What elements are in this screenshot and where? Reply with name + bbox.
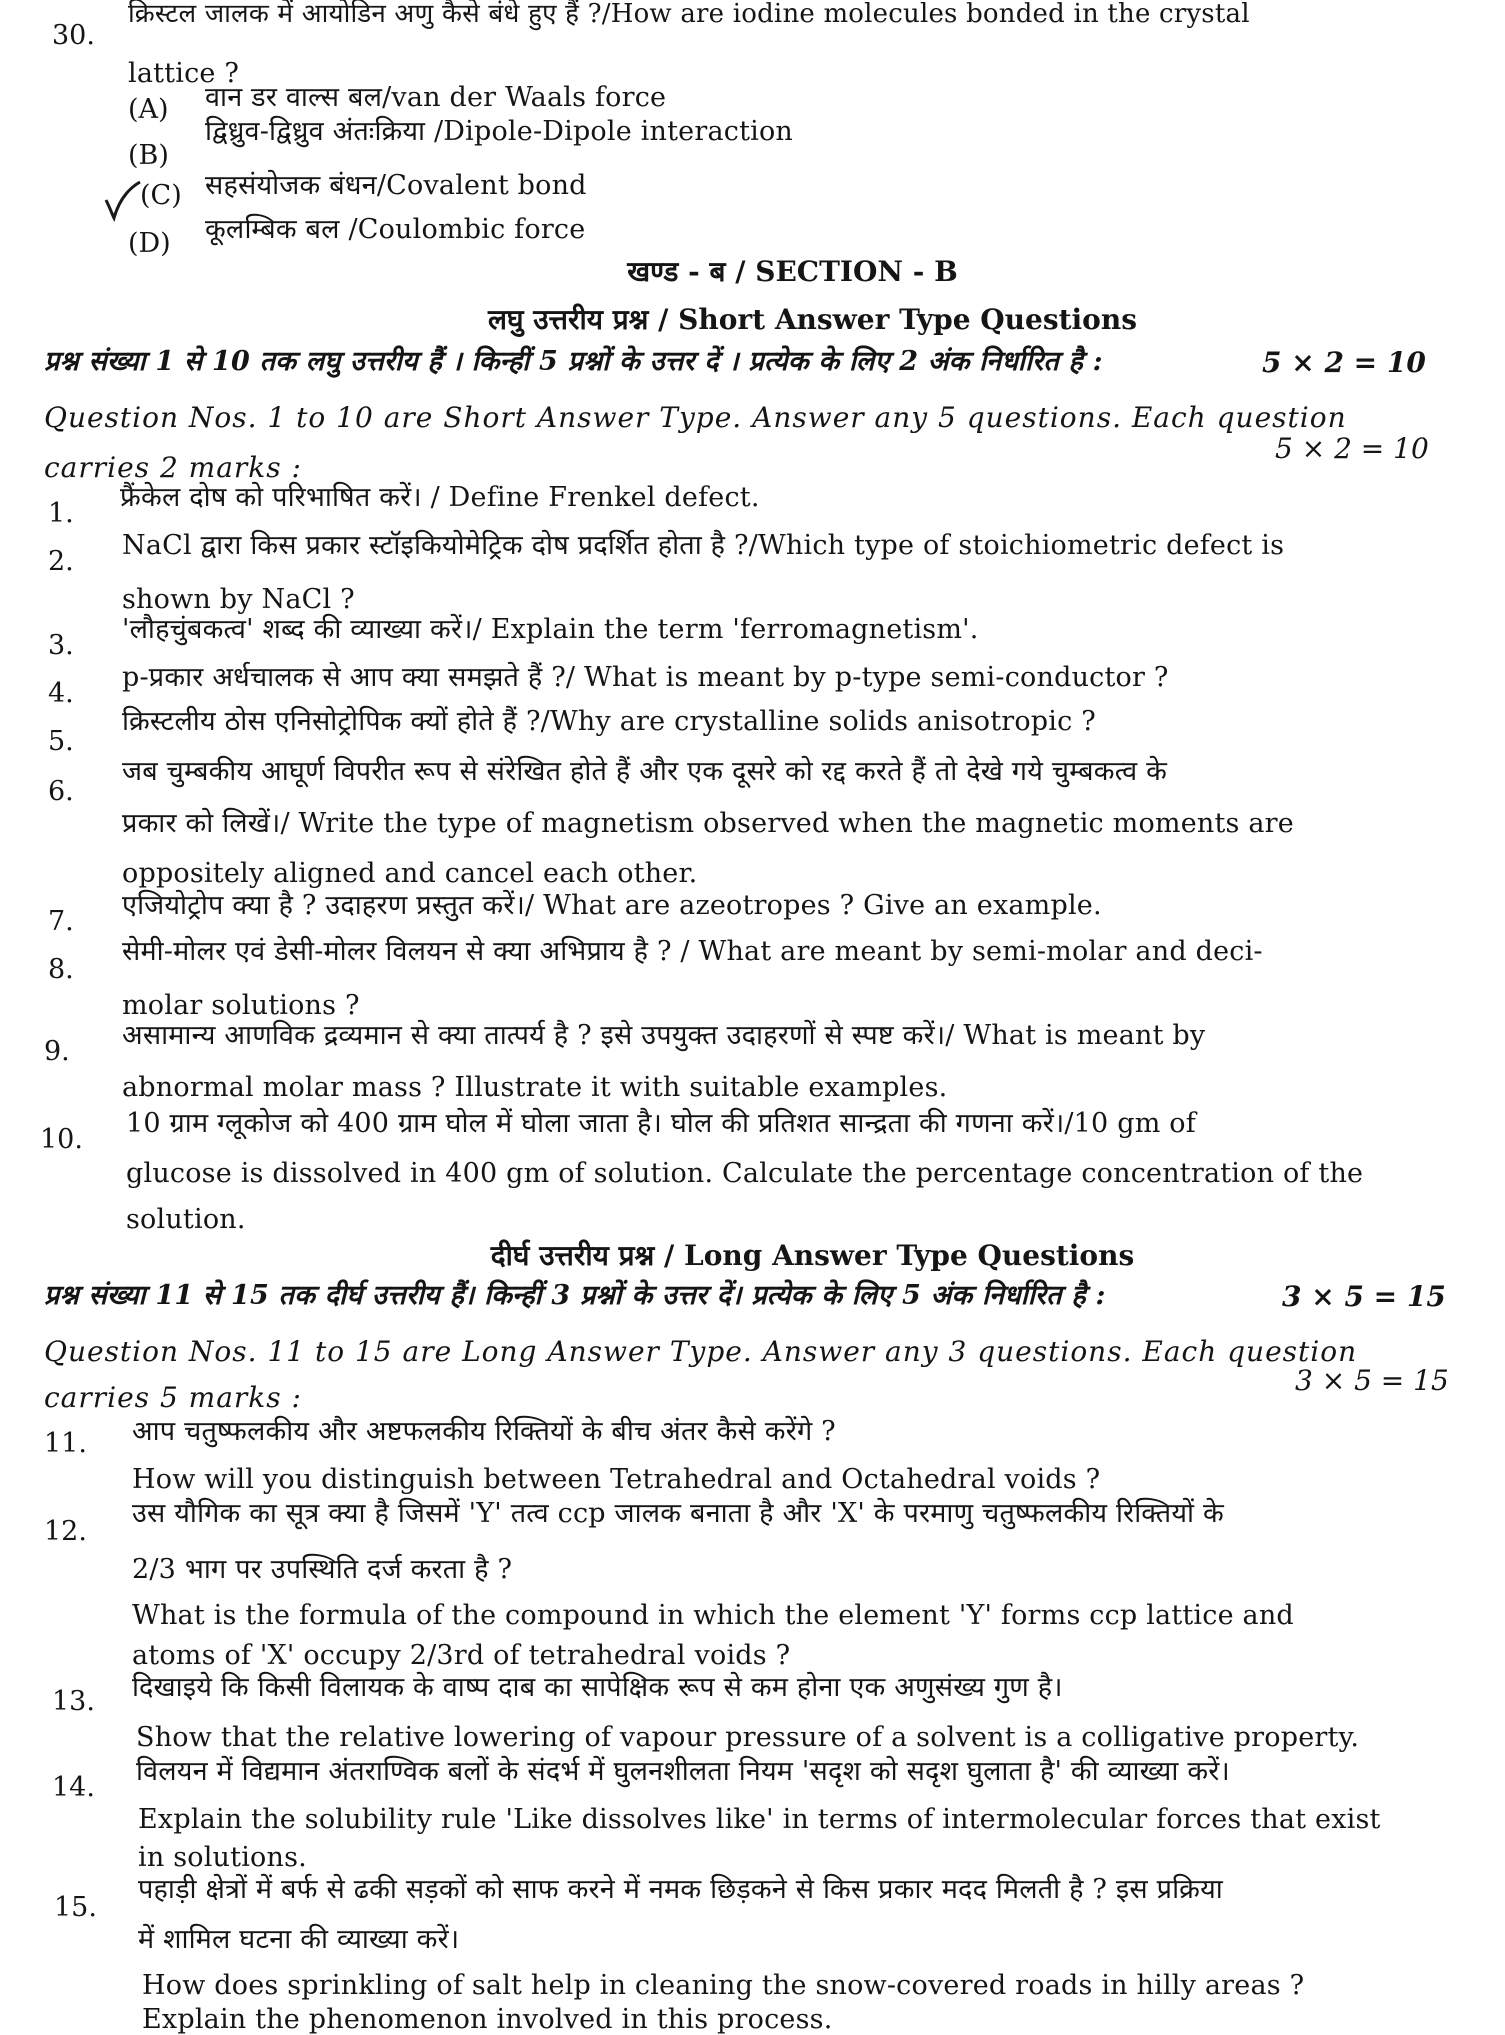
option-text: वान डर वाल्स बल/van der Waals force <box>205 82 667 113</box>
question-text: जब चुम्बकीय आघूर्ण विपरीत रूप से संरेखित होते हैं और एक दूसरे को रद्द करते हैं तो देखे गये चुम्बकत्व के <box>122 756 1168 787</box>
question-text: में शामिल घटना की व्याख्या करें। <box>138 1924 460 1955</box>
question-text: Explain the solubility rule 'Like dissolves like' in terms of intermolecular forces that exist <box>138 1804 1381 1835</box>
option-label: (A) <box>128 94 169 125</box>
option-text: कूलम्बिक बल /Coulombic force <box>205 214 586 245</box>
question-text: दिखाइये कि किसी विलायक के वाष्प दाब का सापेक्षिक रूप से कम होना एक अणुसंख्य गुण है। <box>132 1672 1063 1703</box>
question-text: पहाड़ी क्षेत्रों में बर्फ से ढकी सड़कों को साफ करने में नमक छिड़कने से किस प्रकार मदद मिलती है ? इस प्रक्रिया <box>138 1874 1223 1905</box>
question-number: 7. <box>48 906 74 937</box>
question-text: solution. <box>126 1204 246 1235</box>
question-text: आप चतुष्फलकीय और अष्टफलकीय रिक्तियों के बीच अंतर कैसे करेंगे ? <box>132 1416 836 1447</box>
checkmark-icon <box>102 178 142 222</box>
question-number: 1. <box>48 498 74 529</box>
question-text: in solutions. <box>138 1842 307 1873</box>
marks-total: 5 × 2 = 10 <box>1275 432 1429 465</box>
question-text: glucose is dissolved in 400 gm of solution. Calculate the percentage concentration of the <box>126 1158 1364 1189</box>
question-text: How will you distinguish between Tetrahedral and Octahedral voids ? <box>132 1464 1101 1495</box>
question-text: 2/3 भाग पर उपस्थिति दर्ज करता है ? <box>132 1554 513 1585</box>
option-label: (B) <box>128 140 169 171</box>
instructions-english: Question Nos. 1 to 10 are Short Answer Type. Answer any 5 questions. Each question <box>44 401 1347 434</box>
question-number: 3. <box>48 630 74 661</box>
question-text: How does sprinkling of salt help in cleaning the snow-covered roads in hilly areas ? <box>142 1970 1305 2001</box>
long-answer-heading: दीर्घ उत्तरीय प्रश्न / Long Answer Type Questions <box>490 1239 1135 1272</box>
question-text: abnormal molar mass ? Illustrate it with suitable examples. <box>122 1072 948 1103</box>
question-text: p-प्रकार अर्धचालक से आप क्या समझते हैं ?/ What is meant by p-type semi-conductor ? <box>122 662 1169 693</box>
question-number: 9. <box>44 1036 70 1067</box>
question-text: atoms of 'X' occupy 2/3rd of tetrahedral voids ? <box>132 1640 791 1671</box>
question-text: Explain the phenomenon involved in this process. <box>142 2004 833 2035</box>
question-text: सेमी-मोलर एवं डेसी-मोलर विलयन से क्या अभिप्राय है ? / What are meant by semi-molar and deci- <box>122 936 1263 967</box>
marks-total: 3 × 5 = 15 <box>1295 1364 1449 1397</box>
question-text: shown by NaCl ? <box>122 584 355 615</box>
question-text: 'लौहचुंबकत्व' शब्द की व्याख्या करें।/ Explain the term 'ferromagnetism'. <box>122 614 979 645</box>
option-text: सहसंयोजक बंधन/Covalent bond <box>205 170 587 201</box>
question-number: 5. <box>48 726 74 757</box>
question-number: 8. <box>48 954 74 985</box>
question-text: What is the formula of the compound in which the element 'Y' forms ccp lattice and <box>132 1600 1294 1631</box>
question-text: molar solutions ? <box>122 990 360 1021</box>
marks-total: 5 × 2 = 10 <box>1262 346 1426 379</box>
question-number: 30. <box>52 20 95 51</box>
question-text: एजियोट्रोप क्या है ? उदाहरण प्रस्तुत करें।/ What are azeotropes ? Give an example. <box>122 890 1102 921</box>
question-text: oppositely aligned and cancel each other. <box>122 858 698 889</box>
marks-total: 3 × 5 = 15 <box>1282 1280 1446 1313</box>
option-label: (C) <box>140 180 182 211</box>
question-number: 4. <box>48 678 74 709</box>
instructions-english: carries 2 marks : <box>44 451 302 484</box>
question-text: NaCl द्वारा किस प्रकार स्टॉइकियोमेट्रिक दोष प्रदर्शित होता है ?/Which type of stoichiometric defect is <box>122 530 1285 561</box>
question-text: उस यौगिक का सूत्र क्या है जिसमें 'Y' तत्व ccp जालक बनाता है और 'X' के परमाणु चतुष्फलकीय रिक्तियों के <box>132 1498 1224 1529</box>
question-text: असामान्य आणविक द्रव्यमान से क्या तात्पर्य है ? इसे उपयुक्त उदाहरणों से स्पष्ट करें।/ What is meant by <box>122 1020 1206 1051</box>
question-text: विलयन में विद्यमान अंतराण्विक बलों के संदर्भ में घुलनशीलता नियम 'सदृश को सदृश घुलाता है' की व्याख्या करें। <box>136 1756 1230 1787</box>
option-label: (D) <box>128 228 171 259</box>
question-text: Show that the relative lowering of vapour pressure of a solvent is a colligative property. <box>136 1722 1360 1753</box>
instructions-english: carries 5 marks : <box>44 1381 302 1414</box>
question-number: 6. <box>48 776 74 807</box>
instructions-hindi: प्रश्न संख्या 1 से 10 तक लघु उत्तरीय हैं । किन्हीं 5 प्रश्नों के उत्तर दें । प्रत्येक के लिए 2 अंक निर्धारित है : <box>44 346 1103 377</box>
question-number: 12. <box>44 1516 87 1547</box>
question-text: 10 ग्राम ग्लूकोज को 400 ग्राम घोल में घोला जाता है। घोल की प्रतिशत सान्द्रता की गणना करें।/10 gm of <box>126 1108 1196 1139</box>
question-number: 14. <box>52 1772 95 1803</box>
question-text: प्रकार को लिखें।/ Write the type of magnetism observed when the magnetic moments are <box>122 808 1294 839</box>
question-text: फ्रैंकेल दोष को परिभाषित करें। / Define Frenkel defect. <box>120 482 760 513</box>
question-number: 10. <box>40 1124 83 1155</box>
question-number: 2. <box>48 546 74 577</box>
section-title: खण्ड - ब / SECTION - B <box>627 255 958 288</box>
question-number: 11. <box>44 1428 87 1459</box>
question-number: 13. <box>52 1686 95 1717</box>
option-text: द्विध्रुव-द्विध्रुव अंतःक्रिया /Dipole-Dipole interaction <box>205 116 793 147</box>
question-text: lattice ? <box>128 58 240 89</box>
short-answer-heading: लघु उत्तरीय प्रश्न / Short Answer Type Questions <box>488 303 1137 336</box>
question-text: क्रिस्टल जालक में आयोडिन अणु कैसे बंधे हुए हैं ?/How are iodine molecules bonded in the crystal <box>128 0 1250 29</box>
question-text: क्रिस्टलीय ठोस एनिसोट्रोपिक क्यों होते हैं ?/Why are crystalline solids anisotropic ? <box>122 706 1096 737</box>
instructions-hindi: प्रश्न संख्या 11 से 15 तक दीर्घ उत्तरीय हैं। किन्हीं 3 प्रश्नों के उत्तर दें। प्रत्येक के लिए 5 अंक निर्धारित है : <box>44 1280 1106 1311</box>
instructions-english: Question Nos. 11 to 15 are Long Answer Type. Answer any 3 questions. Each question <box>44 1335 1358 1368</box>
question-number: 15. <box>54 1892 97 1923</box>
